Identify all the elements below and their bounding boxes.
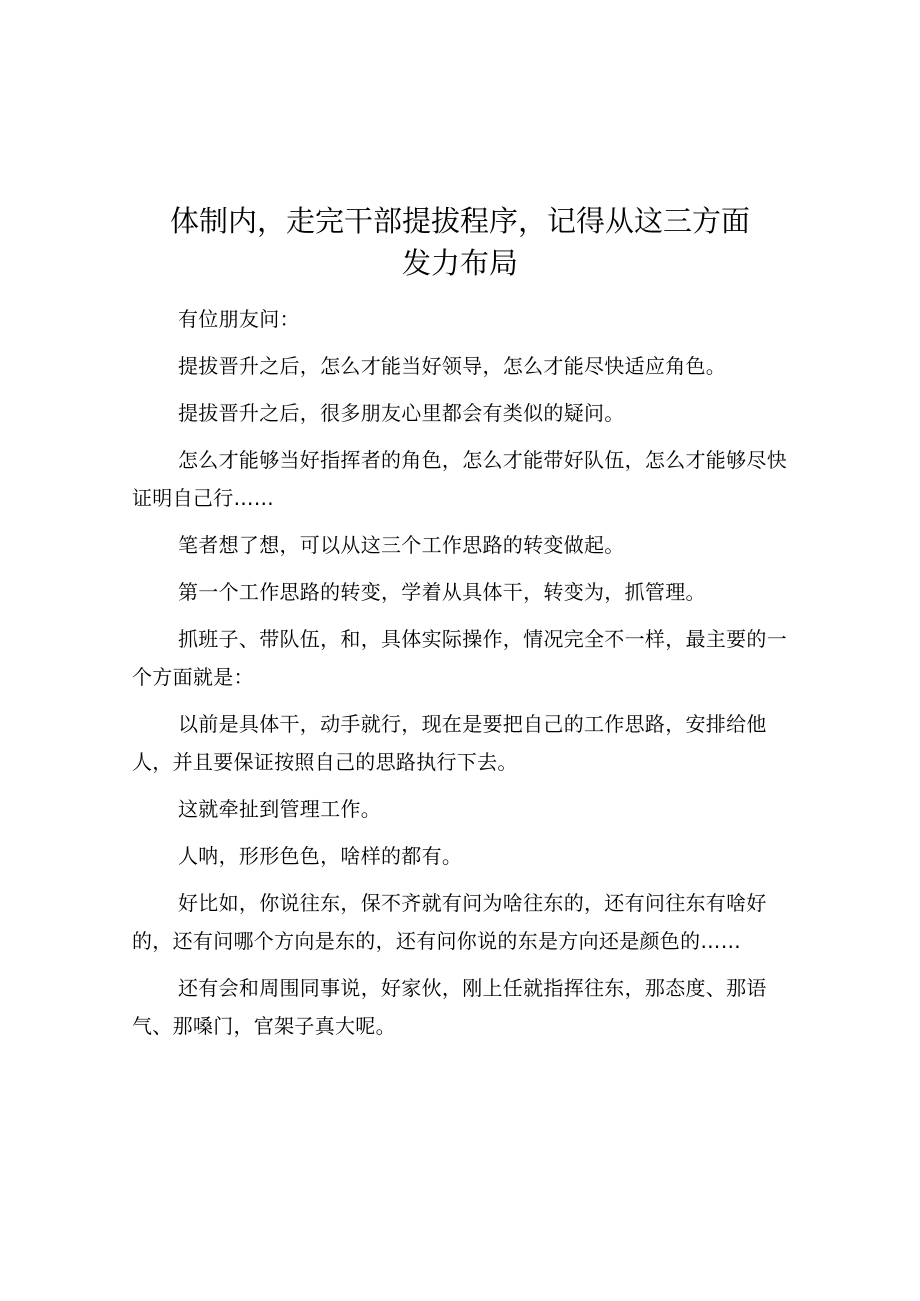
paragraph: 人呐，形形色色，啥样的都有。 — [178, 844, 463, 868]
article-title — [130, 200, 790, 284]
paragraph: 这就牵扯到管理工作。 — [178, 797, 381, 821]
paragraph: 有位朋友问： — [178, 307, 300, 331]
paragraph: 还有会和周围同事说，好家伙，刚上任就指挥往东，那态度、那语气、那嗓门，官架子真大呢。 — [132, 976, 767, 1038]
paragraph: 好比如，你说往东，保不齐就有问为啥往东的，还有问往东有啥好的，还有问哪个方向是东的，还有问你说的东是方向还是颜色的…… — [132, 891, 767, 953]
paragraph: 怎么才能够当好指挥者的角色，怎么才能带好队伍，怎么才能够尽快证明自己行…… — [132, 448, 787, 510]
article-body — [132, 300, 797, 1054]
paragraph: 提拔晋升之后，很多朋友心里都会有类似的疑问。 — [178, 401, 625, 425]
paragraph: 提拔晋升之后，怎么才能当好领导，怎么才能尽快适应角色。 — [178, 354, 727, 378]
paragraph: 第一个工作思路的转变，学着从具体干，转变为，抓管理。 — [178, 580, 706, 604]
paragraph: 以前是具体干，动手就行，现在是要把自己的工作思路，安排给他人，并且要保证按照自己的思路执行下去。 — [132, 712, 767, 774]
article-title-line-2: 发力布局 — [401, 246, 518, 280]
paragraph: 笔者想了想，可以从这三个工作思路的转变做起。 — [178, 533, 625, 557]
paragraph: 抓班子、带队伍，和，具体实际操作，情况完全不一样，最主要的一个方面就是： — [132, 627, 787, 689]
article-title-line-1: 体制内，走完干部提拔程序，记得从这三方面 — [169, 204, 750, 238]
